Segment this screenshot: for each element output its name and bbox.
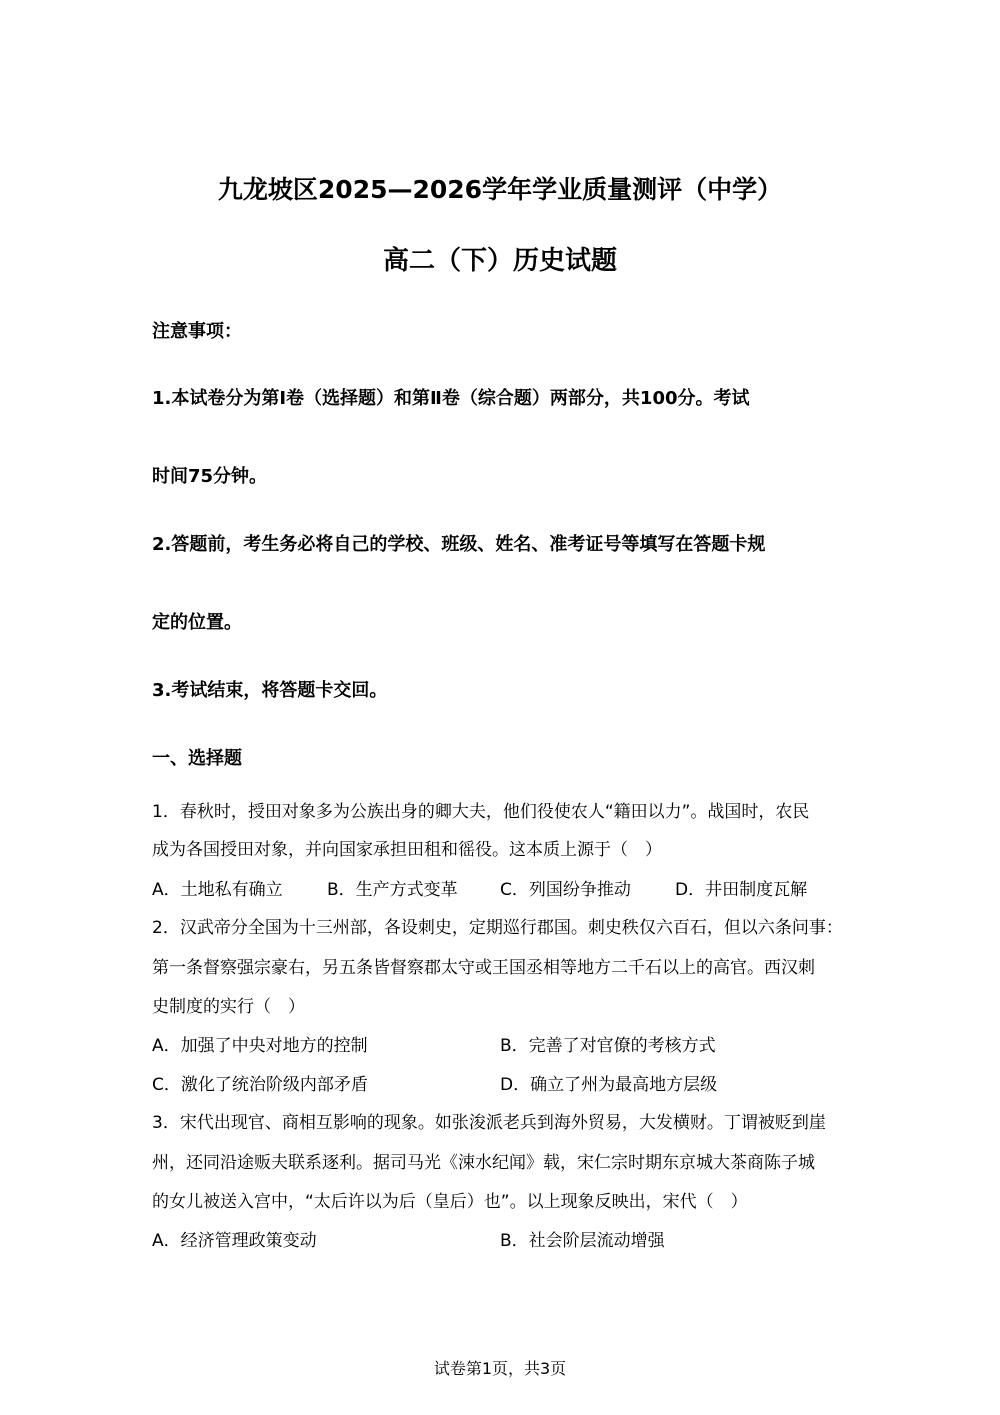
question-2-line-3: 史制度的实行（ ） bbox=[152, 997, 305, 1017]
exam-subtitle: 高二（下）历史试题 bbox=[382, 246, 617, 276]
question-3-line-1: 3．宋代出现官、商相互影响的现象。如张浚派老兵到海外贸易，大发横财。丁谓被贬到崖 bbox=[152, 1113, 826, 1133]
question-1-option-a[interactable]: A．土地私有确立 bbox=[152, 880, 283, 900]
question-2-line-1: 2．汉武帝分全国为十三州部，各设刺史，定期巡行郡国。刺史秩仅六百石，但以六条问事： bbox=[152, 918, 843, 938]
question-1-option-b[interactable]: B．生产方式变革 bbox=[327, 880, 458, 900]
question-1-line-2: 成为各国授田对象，并向国家承担田租和徭役。这本质上源于（ ） bbox=[152, 840, 662, 860]
question-3-option-a[interactable]: A．经济管理政策变动 bbox=[152, 1231, 317, 1251]
section-heading: 一、选择题 bbox=[152, 748, 242, 769]
question-2-option-d[interactable]: D．确立了州为最高地方层级 bbox=[500, 1075, 718, 1095]
notice-heading: 注意事项： bbox=[152, 321, 242, 342]
question-2-option-b[interactable]: B．完善了对官僚的考核方式 bbox=[500, 1036, 716, 1056]
question-2-option-c[interactable]: C．激化了统治阶级内部矛盾 bbox=[152, 1075, 368, 1095]
exam-title: 九龙坡区2025—2026学年学业质量测评（中学） bbox=[217, 175, 783, 204]
question-2-option-a[interactable]: A．加强了中央对地方的控制 bbox=[152, 1036, 368, 1056]
notice-item-2-line-1: 2.答题前，考生务必将自己的学校、班级、姓名、准考证号等填写在答题卡规 bbox=[152, 534, 766, 555]
notice-item-1-line-1: 1.本试卷分为第Ⅰ卷（选择题）和第Ⅱ卷（综合题）两部分，共100分。考试 bbox=[152, 388, 750, 409]
question-1-option-d[interactable]: D．井田制度瓦解 bbox=[675, 880, 808, 900]
question-2-line-2: 第一条督察强宗豪右，另五条皆督察郡太守或王国丞相等地方二千石以上的高官。西汉刺 bbox=[152, 958, 815, 978]
notice-item-3: 3.考试结束，将答题卡交回。 bbox=[152, 680, 388, 701]
notice-item-2-line-2: 定的位置。 bbox=[152, 612, 242, 633]
notice-item-1-line-2: 时间75分钟。 bbox=[152, 466, 268, 487]
question-1-line-1: 1．春秋时，授田对象多为公族出身的卿大夫，他们役使农人“籍田以力”。战国时，农民 bbox=[152, 802, 810, 822]
question-3-line-2: 州，还同沿途贩夫联系逐利。据司马光《涑水纪闻》载，宋仁宗时期东京城大茶商陈子城 bbox=[152, 1153, 815, 1173]
question-3-line-3: 的女儿被送入宫中，“太后许以为后（皇后）也”。以上现象反映出，宋代（ ） bbox=[152, 1192, 748, 1212]
page-footer: 试卷第1页，共3页 bbox=[433, 1359, 567, 1378]
question-1-option-c[interactable]: C．列国纷争推动 bbox=[500, 880, 631, 900]
question-3-option-b[interactable]: B．社会阶层流动增强 bbox=[500, 1231, 665, 1251]
